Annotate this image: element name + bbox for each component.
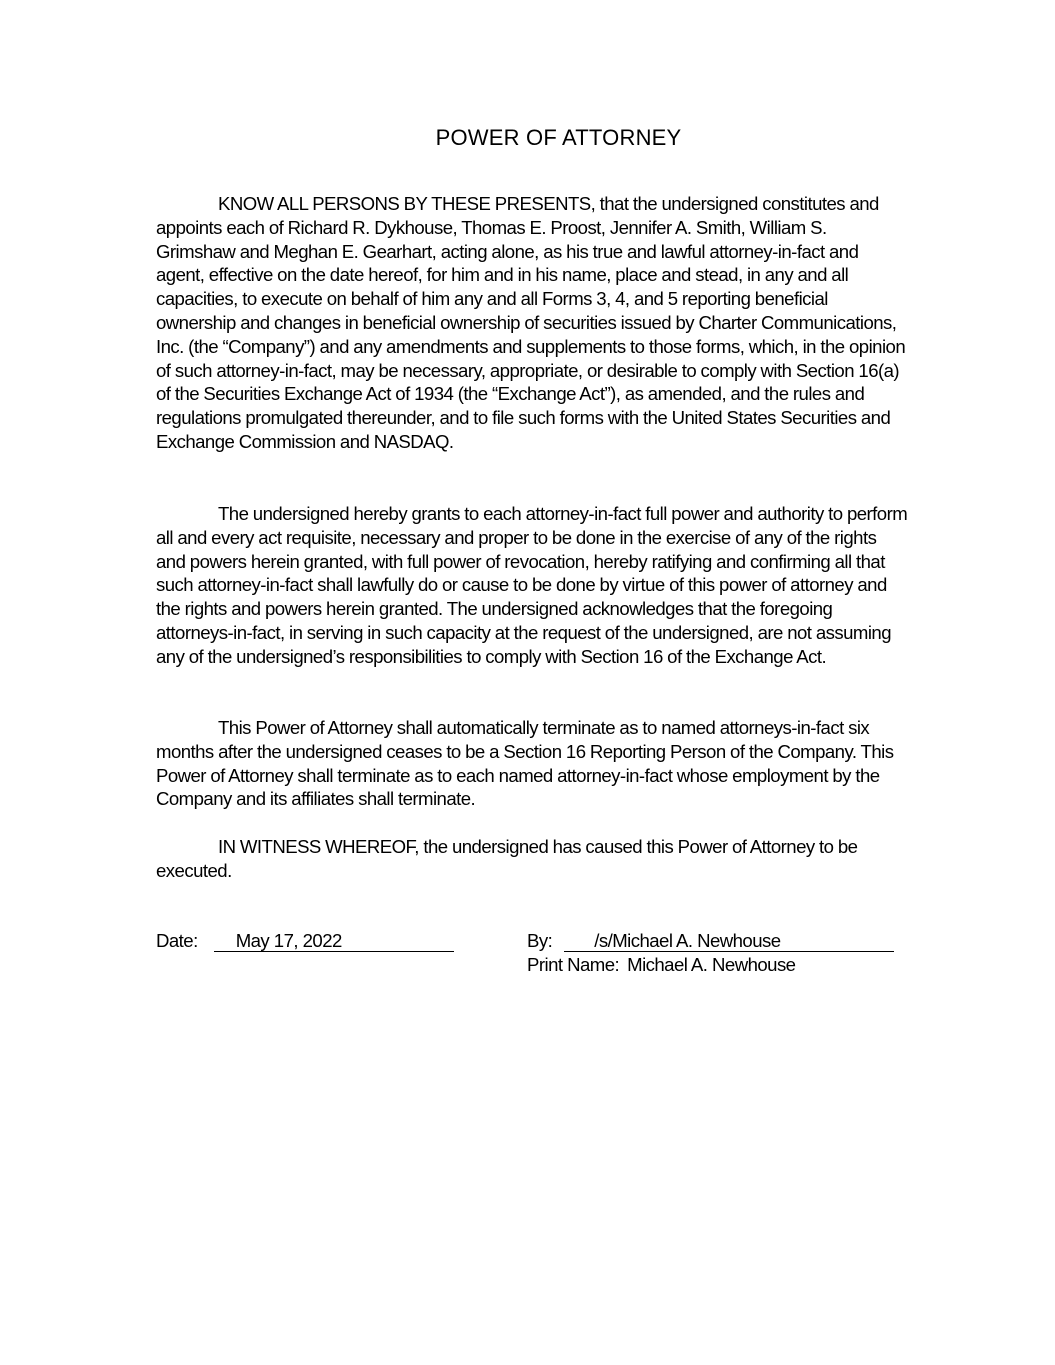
print-name-label: Print Name:	[527, 954, 620, 975]
paragraph-witness	[156, 835, 908, 883]
paragraph-termination	[156, 716, 908, 811]
paragraph-text: The undersigned hereby grants to each attorney-in-fact full power and authority to perform all and every act requisite, necessary and proper to be done in the exercise of any of the rights and powers herein granted, with full power of revocation, hereby ratifying and confirming all that such attorney-in-fact shall lawfully do or cause to be done by virtue of this power of attorney and the rights and powers herein granted. The undersigned acknowledges that the foregoing attorneys-in-fact, in serving in such capacity at the request of the undersigned, are not assuming any of the undersigned’s responsibilities to comply with Section 16 of the Exchange Act.	[156, 503, 908, 667]
signature-line	[527, 929, 894, 953]
print-name-line	[527, 953, 795, 977]
paragraph-grant-of-powers	[156, 502, 908, 669]
signature-block	[156, 929, 916, 981]
print-name-value: Michael A. Newhouse	[627, 954, 796, 975]
date-label: Date:	[156, 930, 198, 951]
paragraph-text: KNOW ALL PERSONS BY THESE PRESENTS, that the undersigned constitutes and appoints each of Richard R. Dykhouse, Thomas E. Proost, Jennifer A. Smith, William S. Grimshaw and Meghan E. Gearhart, acting alone, as his true and lawful attorney-in-fact and agent, effective on the date hereof, for him and in his name, place and stead, in any and all capacities, to execute on behalf of him any and all Forms 3, 4, and 5 reporting beneficial ownership and changes in beneficial ownership of securities issued by Charter Communications, Inc. (the “Company”) and any amendments and supplements to those forms, which, in the opinion of such attorney-in-fact, may be necessary, appropriate, or desirable to comply with Section 16(a) of the Securities Exchange Act of 1934 (the “Exchange Act”), as amended, and the rules and regulations promulgated thereunder, and to file such forms with the United States Securities and Exchange Commission and NASDAQ.	[156, 193, 906, 452]
signature-value: /s/Michael A. Newhouse	[564, 931, 894, 952]
date-line	[156, 929, 454, 953]
date-value: May 17, 2022	[214, 931, 454, 952]
paragraph-appointment	[156, 192, 908, 454]
by-label: By:	[527, 930, 553, 951]
paragraph-text: IN WITNESS WHEREOF, the undersigned has caused this Power of Attorney to be executed.	[156, 836, 858, 881]
paragraph-text: This Power of Attorney shall automatically terminate as to named attorneys-in-fact six months after the undersigned ceases to be a Section 16 Reporting Person of the Company. This Power of Attorney shall terminate as to each named attorney-in-fact whose employment by the Company and its affiliates shall terminate.	[156, 717, 894, 810]
document-title: POWER OF ATTORNEY	[435, 125, 682, 150]
